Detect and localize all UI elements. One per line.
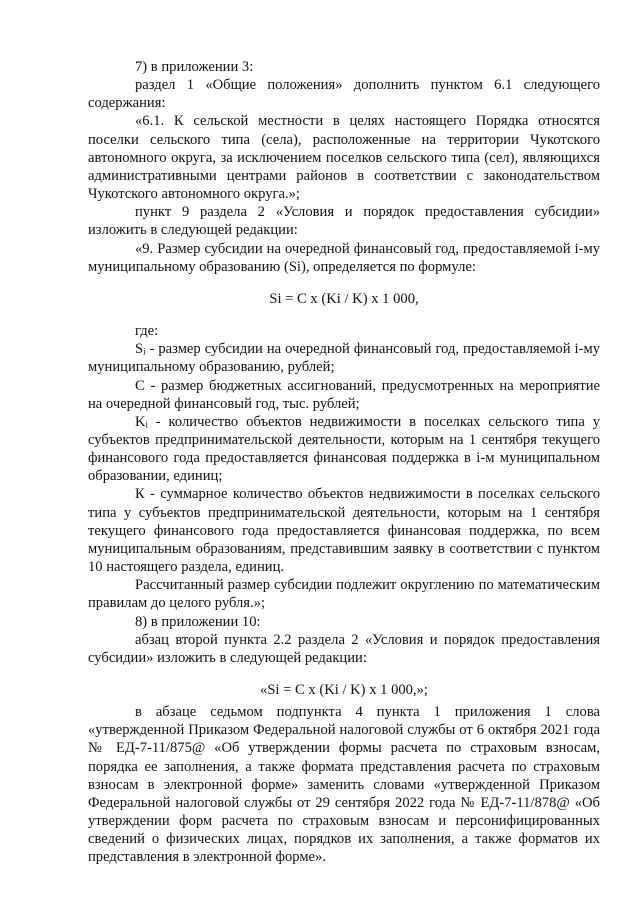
document-page [88, 58, 600, 867]
paragraph-clause-9-amendment: пункт 9 раздела 2 «Условия и порядок предоставления субсидии» изложить в следующей редакции: [88, 204, 600, 239]
definition-c: С - размер бюджетных ассигнований, предусмотренных на мероприятие на очередной финансовый год, тыс. рублей; [88, 377, 600, 412]
definition-k: К - суммарное количество объектов недвижимости в поселках сельского типа у субъектов предпринимательской деятельности, которым на 1 сентября текущего финансового года предоставляется финансовая поддержка, по всем муниципальным образованиям, представившим заявку в соответствии с пунктом 10 настоящего раздела, единиц. [88, 486, 600, 576]
item-7-heading: 7) в приложении 3: [135, 59, 254, 75]
item-8-heading: 8) в приложении 10: [135, 613, 261, 630]
paragraph-where: где: [135, 323, 159, 340]
paragraph-rounding: Рассчитанный размер субсидии подлежит округлению по математическим правилам до целого рубля.»; [88, 577, 600, 612]
paragraph-section1-amendment: раздел 1 «Общие положения» дополнить пунктом 6.1 следующего содержания: [88, 77, 600, 112]
definition-si: Sᵢ - размер субсидии на очередной финансовый год, предоставляемой i-му муниципальному образованию, рублей; [88, 341, 600, 376]
formula-subsidy-quoted: «Si = C x (Ki / K) x 1 000,»; [260, 682, 428, 698]
formula-subsidy: Si = C x (Ki / K) x 1 000, [269, 290, 419, 307]
paragraph-appendix1-amendment: в абзаце седьмом подпункта 4 пункта 1 приложения 1 слова «утвержденной Приказом Федеральной налоговой службы от 6 октября 2021 года № ЕД-7-11/875@ «Об утверждении формы расчета по страховым взносам, порядка ее заполнения, а также формата представления расчета по страховым взносам в электронной форме» заменить словами «утвержденной Приказом Федеральной налоговой службы от 29 сентября 2022 года № ЕД-7-11/878@ «Об утверждении форм расчета по страховым взносам и персонифицированных сведений о физических лицах, порядков их заполнения, а также форматов их представления в электронной форме». [88, 704, 600, 866]
paragraph-2-2-amendment: абзац второй пункта 2.2 раздела 2 «Условия и порядок предоставления субсидии» изложить в следующей редакции: [88, 631, 600, 666]
paragraph-clause-9-text: «9. Размер субсидии на очередной финансовый год, предоставляемой i-му муниципальному образованию (Si), определяется по формуле: [88, 240, 600, 275]
paragraph-clause-6-1: «6.1. К сельской местности в целях настоящего Порядка относятся поселки сельского типа (села), расположенные на территории Чукотского автономного округа, за исключением поселков сельского типа (сел), являющихся административными центрами районов в соответствии с законодательством Чукотского автономного округа.»; [88, 113, 600, 203]
definition-ki: Kᵢ - количество объектов недвижимости в поселках сельского типа у субъектов предпринимательской деятельности, которым на 1 сентября текущего финансового года предоставляется финансовая поддержка в i-м муниципальном образовании, единиц; [88, 413, 600, 485]
